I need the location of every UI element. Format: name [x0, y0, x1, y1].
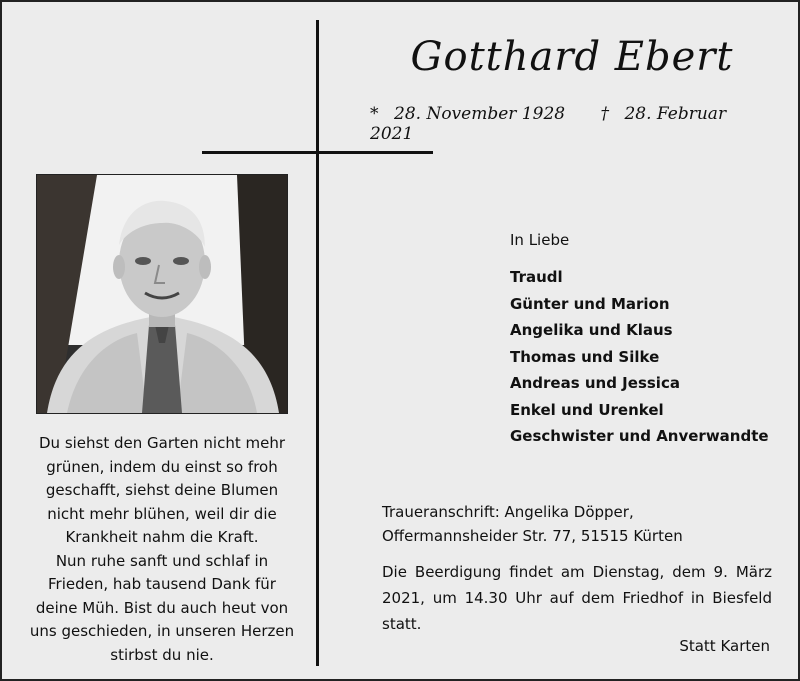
funeral-details — [382, 559, 772, 637]
poem-line: deine Müh. Bist du auch heut von — [35, 598, 289, 617]
poem-line: geschafft, siehst deine Blumen — [45, 481, 279, 499]
mourner-name: Angelika und Klaus — [510, 321, 673, 339]
poem — [24, 432, 300, 667]
mourner-name: Andreas und Jessica — [510, 374, 680, 392]
funeral-line: statt. — [382, 615, 422, 633]
mourner-name: Günter und Marion — [510, 294, 670, 313]
portrait-photo-icon — [36, 174, 288, 414]
deceased-name: Gotthard Ebert — [410, 34, 734, 80]
address-line: Traueranschrift: Angelika Döpper, — [382, 503, 634, 521]
poem-line: Frieden, hab tausend Dank für — [48, 575, 276, 593]
death-dagger-icon: † — [600, 104, 609, 124]
in-liebe-label: In Liebe — [510, 231, 570, 249]
poem-line: nicht mehr blühen, weil dir die — [47, 504, 277, 523]
cross-horizontal-bar — [202, 151, 433, 154]
statt-karten-note: Statt Karten — [679, 637, 770, 655]
poem-line: stirbst du nie. — [110, 645, 214, 664]
birth-star-icon: * — [370, 104, 379, 124]
poem-line: Krankheit nahm die Kraft. — [65, 528, 259, 546]
poem-line: grünen, indem du einst so froh — [46, 457, 278, 476]
funeral-line: Die Beerdigung findet am Dienstag, dem 9. März — [382, 563, 772, 581]
funeral-line: 2021, um 14.30 Uhr auf dem Friedhof in Biesfeld — [382, 589, 772, 607]
cross-vertical-bar — [316, 20, 319, 666]
poem-line: uns geschieden, in unseren Herzen — [29, 622, 295, 640]
death-date: 28. Februar 2021 — [370, 104, 727, 144]
poem-line: Nun ruhe sanft und schlaf in — [55, 551, 269, 570]
mourner-name: Enkel und Urenkel — [510, 400, 664, 419]
mourning-address — [382, 500, 782, 548]
mourner-name: Thomas und Silke — [510, 347, 660, 366]
poem-line: Du siehst den Garten nicht mehr — [39, 434, 285, 452]
mourners-list — [510, 264, 769, 450]
address-line: Offermannsheider Str. 77, 51515 Kürten — [382, 527, 683, 545]
life-dates — [370, 104, 770, 144]
birth-date: 28. November 1928 — [394, 104, 566, 124]
mourner-name: Traudl — [510, 268, 563, 286]
mourner-name: Geschwister und Anverwandte — [510, 427, 769, 445]
